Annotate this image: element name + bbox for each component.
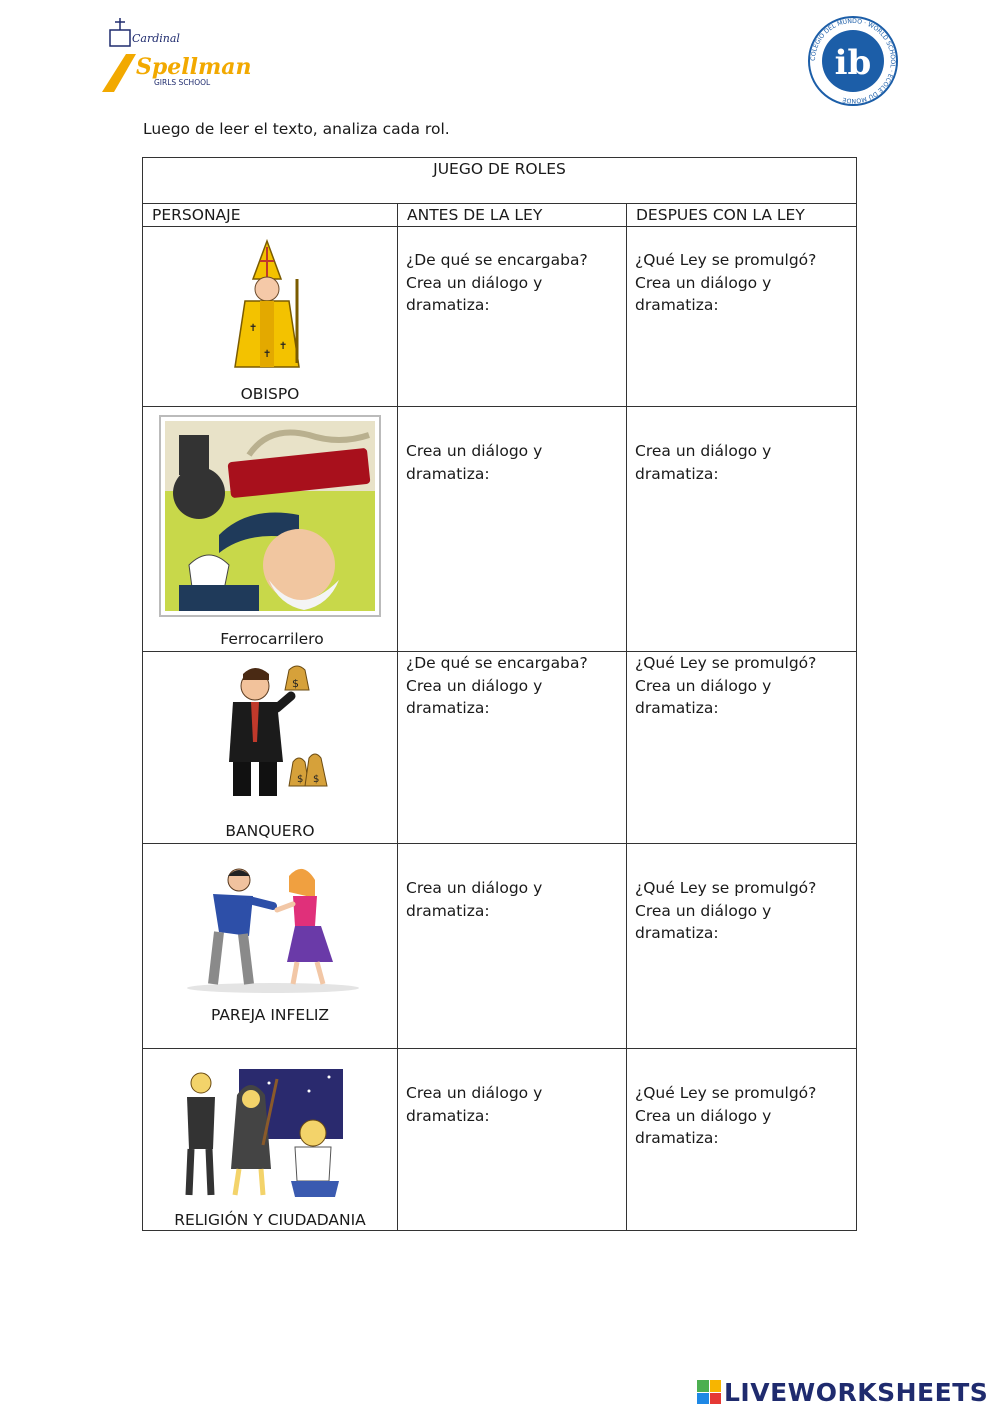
before-line: dramatiza: — [406, 464, 490, 483]
character-name: PAREJA INFELIZ — [143, 1006, 397, 1024]
ib-logo — [805, 14, 901, 108]
table-row — [143, 1049, 857, 1231]
character-cell — [143, 227, 398, 407]
after-line: dramatiza: — [635, 924, 719, 942]
roles-table — [142, 157, 857, 1231]
character-cell — [143, 1049, 398, 1231]
after-cell[interactable] — [627, 844, 857, 1049]
religion-citizenship-icon — [179, 1069, 343, 1205]
svg-text:$: $ — [292, 677, 299, 690]
after-line: Crea un diálogo y — [635, 676, 772, 695]
after-line: ¿Qué Ley se promulgó? — [635, 251, 817, 269]
before-line: Crea un diálogo y — [406, 273, 543, 292]
before-line: ¿De qué se encargaba? — [406, 251, 588, 269]
school-logo — [96, 16, 252, 98]
before-line: dramatiza: — [406, 699, 490, 717]
svg-text:$: $ — [297, 774, 304, 785]
after-line: dramatiza: — [635, 296, 719, 314]
after-line: Crea un diálogo y — [635, 901, 772, 920]
after-cell[interactable] — [627, 407, 857, 652]
school-logo-line3: GIRLS SCHOOL — [154, 78, 211, 87]
before-cell[interactable] — [398, 652, 627, 844]
after-line: dramatiza: — [635, 699, 719, 717]
ib-letters: ib — [834, 43, 872, 83]
before-line: Crea un diálogo y — [406, 676, 543, 695]
svg-text:$: $ — [313, 774, 320, 785]
before-cell[interactable] — [398, 1049, 627, 1231]
svg-text:✝: ✝ — [249, 323, 258, 334]
before-cell[interactable] — [398, 844, 627, 1049]
character-cell — [143, 407, 398, 652]
bishop-icon — [227, 239, 307, 371]
before-line: dramatiza: — [406, 1106, 490, 1125]
after-cell[interactable] — [627, 652, 857, 844]
intro-text: Luego de leer el texto, analiza cada rol. — [143, 120, 450, 138]
before-line: dramatiza: — [406, 901, 490, 920]
character-name: OBISPO — [143, 385, 397, 403]
after-line: Crea un diálogo y — [635, 273, 772, 292]
banker-icon — [213, 662, 335, 804]
table-row — [143, 844, 857, 1049]
table-row — [143, 407, 857, 652]
after-line: dramatiza: — [635, 1129, 719, 1147]
before-line: Crea un diálogo y — [406, 442, 543, 460]
before-line: Crea un diálogo y — [406, 1084, 543, 1102]
after-line: dramatiza: — [635, 464, 719, 483]
after-line: ¿Qué Ley se promulgó? — [635, 654, 817, 672]
table-title-cell — [143, 158, 857, 204]
after-cell[interactable] — [627, 1049, 857, 1231]
after-line: ¿Qué Ley se promulgó? — [635, 1084, 817, 1102]
character-cell — [143, 652, 398, 844]
liveworksheets-mark-icon — [697, 1380, 721, 1404]
table-row — [143, 227, 857, 407]
after-line: Crea un diálogo y — [635, 442, 772, 460]
character-name: BANQUERO — [181, 822, 359, 840]
liveworksheets-logo[interactable] — [697, 1377, 988, 1407]
liveworksheets-brand: LIVEWORKSHEETS — [724, 1377, 989, 1407]
before-cell[interactable] — [398, 407, 627, 652]
train-conductor-icon — [159, 415, 381, 617]
header-before: ANTES DE LA LEY — [398, 204, 627, 227]
character-cell — [143, 844, 398, 1049]
svg-text:✝: ✝ — [279, 341, 288, 352]
after-line: Crea un diálogo y — [635, 1106, 772, 1125]
table-title: JUEGO DE ROLES — [433, 160, 566, 178]
header-character: PERSONAJE — [143, 204, 398, 227]
table-header-row — [143, 204, 857, 227]
school-logo-line1: Cardinal — [132, 32, 180, 45]
header-after: DESPUES CON LA LEY — [627, 204, 857, 227]
school-logo-line2: Spellman — [136, 54, 252, 80]
after-line: ¿Qué Ley se promulgó? — [635, 879, 817, 897]
before-cell[interactable] — [398, 227, 627, 407]
arguing-couple-icon — [183, 866, 363, 996]
table-row — [143, 652, 857, 844]
ib-ring-text: COLEGIO DEL MUNDO · WORLD SCHOOL · ÉCOLE DU MONDE — [809, 17, 897, 105]
character-name: Ferrocarrilero — [205, 630, 339, 648]
before-line: dramatiza: — [406, 296, 490, 314]
before-line: Crea un diálogo y — [406, 879, 543, 897]
before-line: ¿De qué se encargaba? — [406, 654, 588, 672]
after-cell[interactable] — [627, 227, 857, 407]
svg-text:✝: ✝ — [263, 349, 272, 360]
character-name: RELIGIÓN Y CIUDADANIA — [143, 1211, 397, 1229]
